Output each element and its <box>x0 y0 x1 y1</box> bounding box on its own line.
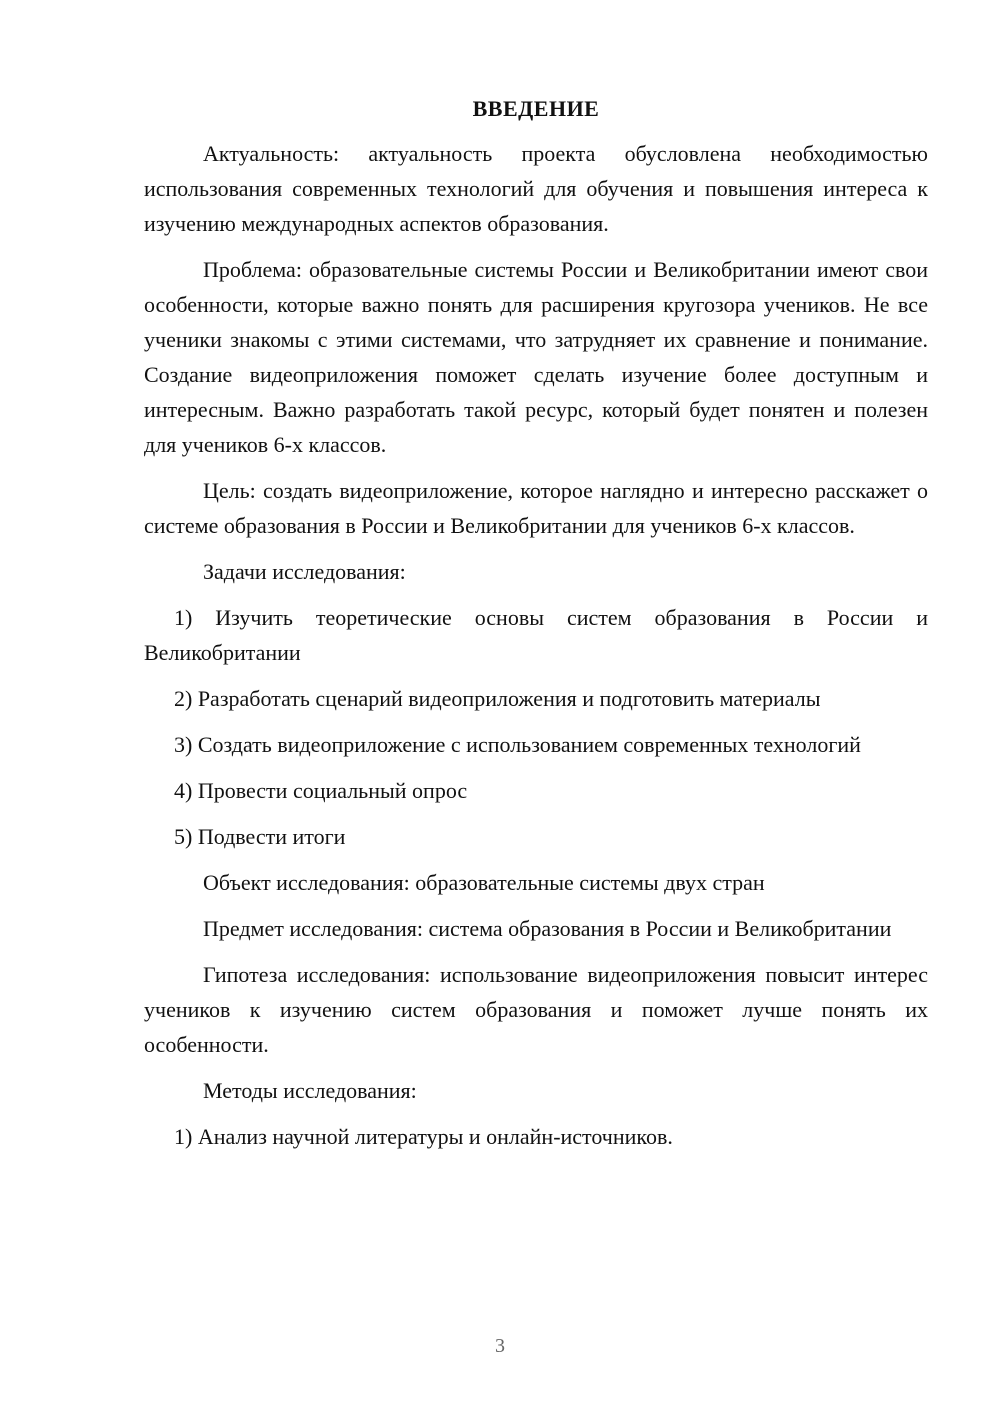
relevance-paragraph: Актуальность: актуальность проекта обусловлена необходимостью использования современных технологий для обучения и повышения интереса к изучению международных аспектов образования. <box>144 141 928 236</box>
hypothesis-paragraph: Гипотеза исследования: использование видеоприложения повысит интерес учеников к изучению систем образования и поможет лучше понять их особенности. <box>144 962 928 1057</box>
subject-paragraph: Предмет исследования: система образования в России и Великобритании <box>203 916 892 941</box>
page-content <box>144 94 928 1165</box>
task-item-1: 1) Изучить теоретические основы систем образования в России и Великобритании <box>144 605 928 665</box>
task-item-3: 3) Создать видеоприложение с использованием современных технологий <box>174 732 861 757</box>
task-item-2: 2) Разработать сценарий видеоприложения и подготовить материалы <box>174 686 821 711</box>
goal-paragraph: Цель: создать видеоприложение, которое наглядно и интересно расскажет о системе образования в России и Великобритании для учеников 6-х классов. <box>144 478 928 538</box>
task-item-5: 5) Подвести итоги <box>174 824 346 849</box>
section-heading: ВВЕДЕНИЕ <box>472 96 600 121</box>
page-number: 3 <box>495 1335 505 1357</box>
problem-paragraph: Проблема: образовательные системы России и Великобритании имеют свои особенности, которые важно понять для расширения кругозора учеников. Не все ученики знакомы с этими системами, что затрудняет их сравнение и понимание. Создание видеоприложения поможет сделать изучение более доступным и интересным. Важно разработать такой ресурс, который будет понятен и полезен для учеников 6-х классов. <box>144 257 928 457</box>
object-paragraph: Объект исследования: образовательные системы двух стран <box>203 870 765 895</box>
task-item-4: 4) Провести социальный опрос <box>174 778 468 803</box>
tasks-title: Задачи исследования: <box>203 559 406 584</box>
methods-title: Методы исследования: <box>203 1078 417 1103</box>
method-item-1: 1) Анализ научной литературы и онлайн-источников. <box>174 1124 673 1149</box>
